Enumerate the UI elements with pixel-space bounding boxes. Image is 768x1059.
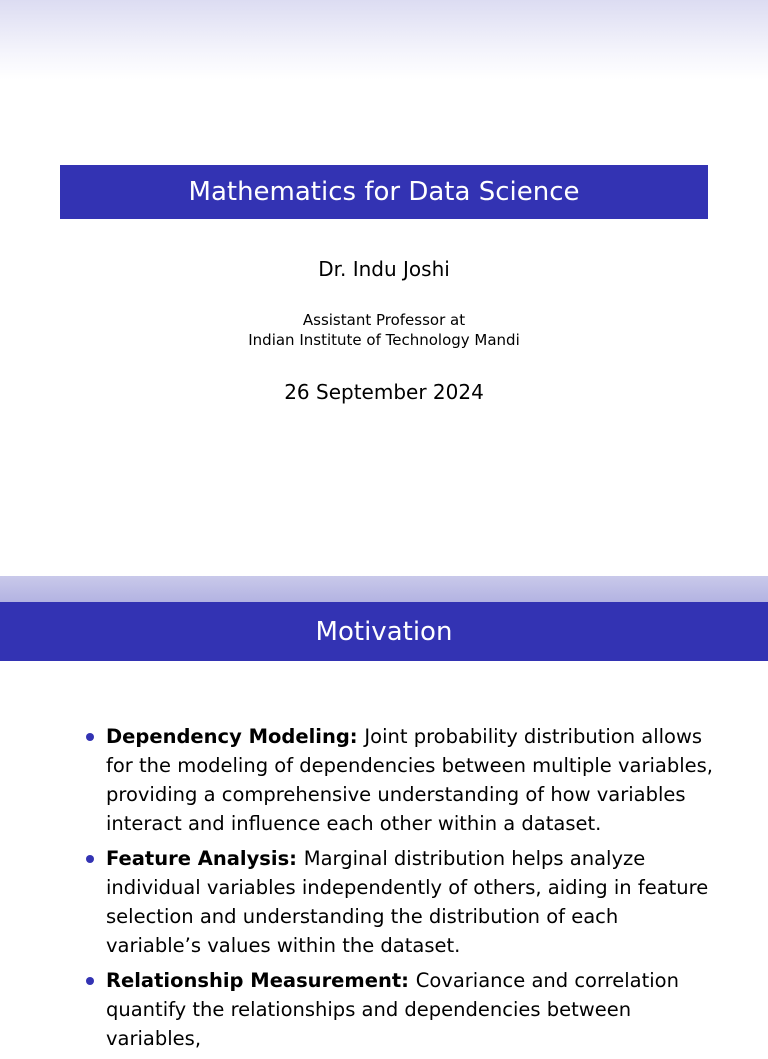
presentation-title: Mathematics for Data Science: [188, 177, 580, 207]
bullet-icon: [86, 977, 94, 985]
bullet-term: Dependency Modeling:: [106, 725, 365, 748]
slide-header: [0, 602, 768, 661]
bullet-item: [84, 722, 714, 838]
author-name: Dr. Indu Joshi: [318, 257, 450, 281]
bullet-term: Feature Analysis:: [106, 847, 304, 870]
bullet-icon: [86, 733, 94, 741]
author-affiliation: [0, 310, 768, 350]
presentation-date: 26 September 2024: [284, 380, 484, 404]
slide-title: Motivation: [315, 616, 453, 647]
bullet-item: [84, 844, 714, 960]
author-institute: Indian Institute of Technology Mandi: [248, 331, 520, 349]
bullet-text: Marginal distribution helps analyze individual variables independently of others, aiding in feature selection and understanding the distribution of each variable’s values within the dataset.: [106, 847, 709, 957]
title-banner: [60, 165, 708, 219]
author-position: Assistant Professor at: [302, 311, 466, 329]
header-strip: [0, 576, 768, 602]
bullet-item: [84, 966, 714, 1053]
bullet-list: [84, 722, 714, 1059]
bullet-text: Joint probability distribution allows for the modeling of dependencies between multiple variables, providing a comprehensive understanding of how variables interact and influence each other within a dataset.: [106, 725, 713, 835]
bullet-text: Covariance and correlation quantify the relationships and dependencies between variables,: [106, 969, 679, 1050]
motivation-slide: [0, 576, 768, 1050]
bullet-icon: [86, 855, 94, 863]
bullet-term: Relationship Measurement:: [106, 969, 416, 992]
